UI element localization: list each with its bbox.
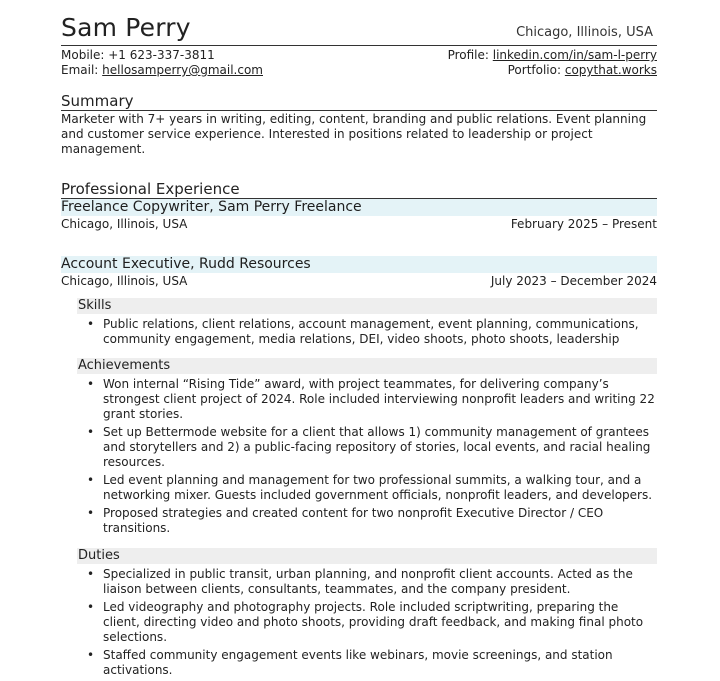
job-meta bbox=[61, 216, 657, 232]
job-title: Account Executive, Rudd Resources bbox=[61, 256, 657, 273]
achievements-heading: Achievements bbox=[77, 358, 657, 374]
list-item: • Specialized in public transit, urban planning, and nonprofit client accounts. Acted as the liaison between clients, consultants, teammates, and the company president. bbox=[77, 567, 657, 597]
job-meta bbox=[61, 273, 657, 289]
mobile-line bbox=[61, 48, 215, 63]
resume-page bbox=[61, 12, 657, 681]
list-item: • Led event planning and management for two professional summits, a walking tour, and a networking mixer. Guests included government officials, nonprofit leaders, and developers. bbox=[77, 473, 657, 503]
skills-heading: Skills bbox=[77, 298, 657, 314]
summary-text: Marketer with 7+ years in writing, editing, content, branding and public relations. Event planning and customer service experience. Interested in positions related to leadership or project management. bbox=[61, 112, 647, 156]
achievements-list bbox=[77, 377, 657, 536]
experience-section bbox=[61, 180, 657, 678]
job-dates: July 2023 – December 2024 bbox=[490, 274, 657, 288]
skills-list bbox=[77, 317, 657, 347]
header-top-row bbox=[61, 12, 657, 44]
contact-row-1 bbox=[61, 48, 657, 63]
email-line bbox=[61, 63, 263, 78]
portfolio-label: Portfolio: bbox=[507, 63, 562, 77]
profile-line bbox=[448, 48, 657, 63]
summary-section bbox=[61, 92, 657, 157]
candidate-name: Sam Perry bbox=[61, 13, 191, 42]
list-item: • Staffed community engagement events like webinars, movie screenings, and station activations. bbox=[77, 648, 657, 678]
header-divider bbox=[61, 45, 657, 46]
duties-list bbox=[77, 567, 657, 678]
portfolio-link[interactable]: copythat.works bbox=[564, 63, 657, 77]
mobile-number: +1 623-337-3811 bbox=[108, 48, 215, 62]
summary-heading: Summary bbox=[61, 92, 657, 111]
job-rudd bbox=[61, 256, 657, 678]
skills-block bbox=[77, 298, 657, 347]
list-item: • Proposed strategies and created content for two nonprofit Executive Director / CEO transitions. bbox=[77, 506, 657, 536]
email-link[interactable]: hellosamperry@gmail.com bbox=[102, 63, 263, 77]
profile-label: Profile: bbox=[447, 48, 489, 62]
mobile-label: Mobile: bbox=[61, 48, 105, 62]
list-item: • Won internal “Rising Tide” award, with project teammates, for delivering company’s strongest client project of 2024. Role included interviewing nonprofit leaders and writing 22 grant stories. bbox=[77, 377, 657, 422]
job-location: Chicago, Illinois, USA bbox=[61, 274, 188, 288]
email-label: Email: bbox=[61, 63, 99, 77]
linkedin-link[interactable]: linkedin.com/in/sam-l-perry bbox=[492, 48, 657, 62]
candidate-location: Chicago, Illinois, USA bbox=[516, 25, 653, 40]
duties-heading: Duties bbox=[77, 548, 657, 564]
list-item: • Led videography and photography projects. Role included scriptwriting, preparing the client, directing video and photo shoots, providing draft feedback, and making final photo selections. bbox=[77, 600, 657, 645]
list-item: • Public relations, client relations, account management, event planning, communications, community engagement, media relations, DEI, video shoots, photo shoots, leadership bbox=[77, 317, 657, 347]
job-location: Chicago, Illinois, USA bbox=[61, 217, 188, 231]
duties-block bbox=[77, 548, 657, 678]
list-item: • Set up Bettermode website for a client that allows 1) community management of grantees and storytellers and 2) a public-facing repository of stories, local events, and racial healing resources. bbox=[77, 425, 657, 470]
job-title: Freelance Copywriter, Sam Perry Freelance bbox=[61, 199, 657, 216]
job-freelance bbox=[61, 199, 657, 232]
job-dates: February 2025 – Present bbox=[510, 217, 657, 231]
experience-heading: Professional Experience bbox=[61, 180, 657, 199]
achievements-block bbox=[77, 358, 657, 536]
portfolio-line bbox=[508, 63, 657, 78]
contact-row-2 bbox=[61, 63, 657, 78]
